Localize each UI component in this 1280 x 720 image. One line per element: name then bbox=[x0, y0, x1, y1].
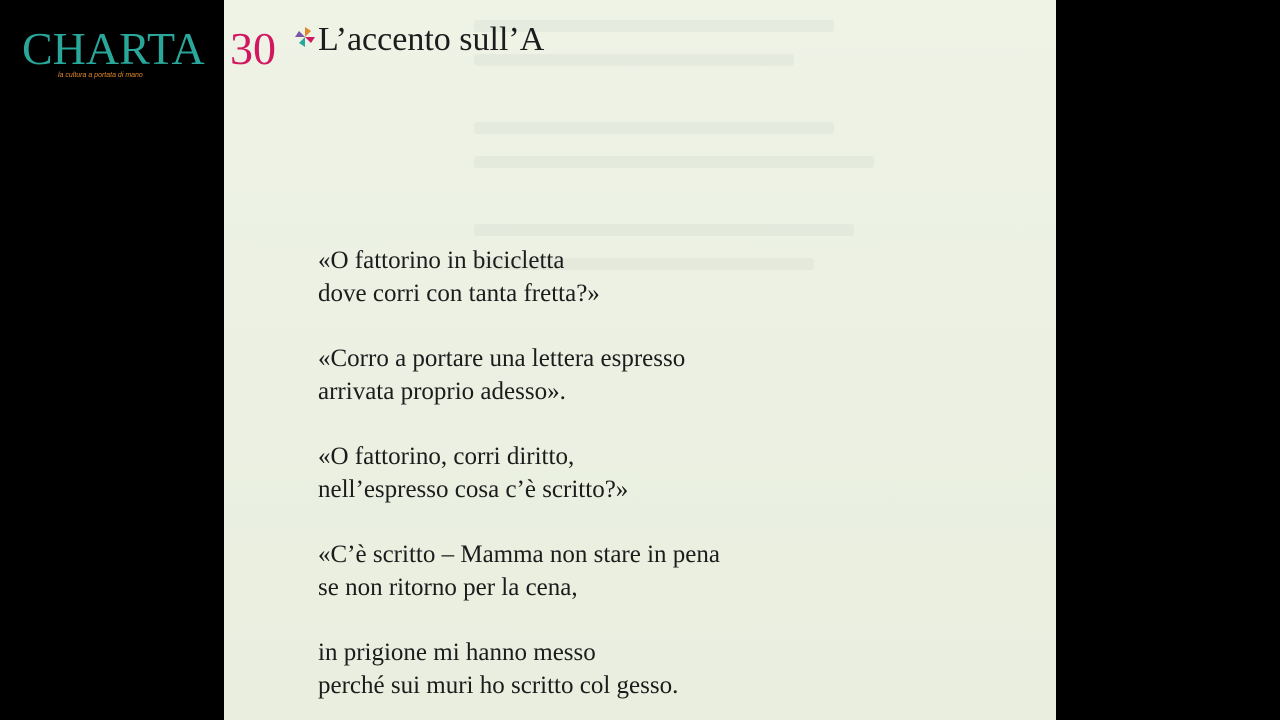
poem-line: arrivata proprio adesso». bbox=[318, 378, 566, 405]
poem bbox=[318, 244, 1018, 720]
poem-stanza bbox=[318, 440, 1018, 506]
poem-line: «O fattorino, corri diritto, bbox=[318, 443, 575, 470]
poem-line: perché sui muri ho scritto col gesso. bbox=[318, 672, 679, 699]
logo-tagline: la cultura a portata di mano bbox=[58, 72, 143, 79]
poem-line: «O fattorino in bicicletta bbox=[318, 247, 565, 274]
poem-stanza bbox=[318, 538, 1018, 604]
poem-stanza bbox=[318, 244, 1018, 310]
poem-line: nell’espresso cosa c’è scritto?» bbox=[318, 476, 629, 503]
logo-wordmark: CHARTA bbox=[22, 23, 205, 74]
poem-stanza bbox=[318, 342, 1018, 408]
pinwheel-icon bbox=[294, 26, 316, 48]
poem-line: «C’è scritto – Mamma non stare in pena bbox=[318, 541, 720, 568]
poem-line: in prigione mi hanno messo bbox=[318, 639, 596, 666]
poem-line: dove corri con tanta fretta?» bbox=[318, 280, 600, 307]
poem-line: «Corro a portare una lettera espresso bbox=[318, 345, 686, 372]
poem-stanza bbox=[318, 636, 1018, 702]
page-title: L’accento sull’A bbox=[318, 21, 545, 58]
poem-line: se non ritorno per la cena, bbox=[318, 574, 578, 601]
logo-number: 30 bbox=[230, 23, 276, 74]
charta-logo bbox=[22, 24, 322, 86]
